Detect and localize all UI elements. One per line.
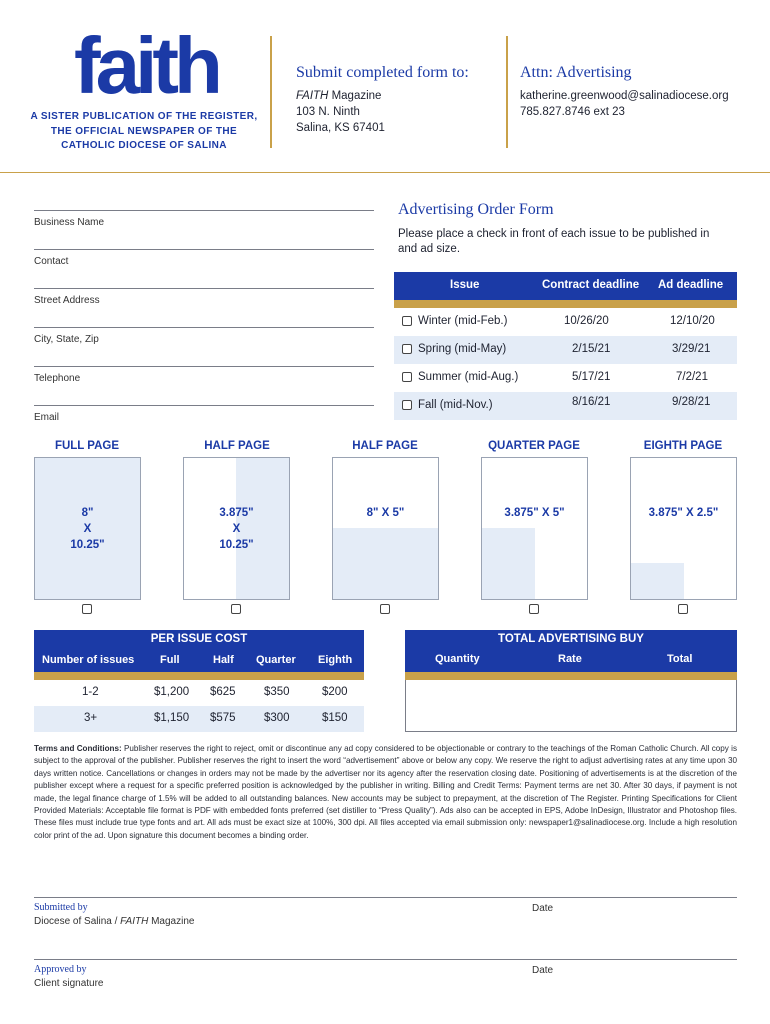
order-form-title: Advertising Order Form	[398, 201, 554, 218]
checkbox-icon	[402, 372, 412, 382]
cost-table-title: PER ISSUE COST	[150, 633, 248, 645]
table-row	[34, 680, 364, 706]
street-address-label: Street Address	[34, 295, 100, 306]
client-signature-label: Client signature	[34, 978, 104, 989]
issue-table-header	[394, 272, 737, 300]
submitted-by-sub	[34, 916, 194, 927]
size-label-eighth: EIGHTH PAGE	[643, 440, 723, 452]
size-checkbox-eighth[interactable]	[678, 604, 688, 614]
submitted-sub-b: FAITH	[120, 916, 149, 927]
cost-col-issues: Number of issues	[42, 654, 135, 666]
quarter-page-fill	[482, 528, 535, 599]
contact-field[interactable]	[34, 249, 374, 277]
contact-label: Contact	[34, 256, 69, 267]
cost-col-quarter: Quarter	[256, 654, 296, 666]
eighth-page-diagram	[630, 457, 737, 600]
size-checkbox-full[interactable]	[82, 604, 92, 614]
dim-line: X	[83, 523, 92, 535]
business-name-label: Business Name	[34, 217, 105, 228]
issue-row	[394, 336, 737, 364]
table-row	[34, 706, 364, 732]
issue-row	[394, 364, 737, 392]
cost-col-half: Half	[213, 654, 234, 666]
business-name-field[interactable]	[34, 210, 374, 238]
total-col-quantity: Quantity	[435, 653, 480, 665]
sister-publication-note: A SISTER PUBLICATION OF THE REGISTER, THE OFFICIAL NEWSPAPER OF THE CATHOLIC DIOCESE OF SALINA	[30, 111, 258, 151]
checkbox-icon	[402, 344, 412, 354]
telephone-label: Telephone	[34, 373, 81, 384]
approved-signature-line[interactable]	[34, 959, 737, 960]
issue-name: Fall (mid-Nov.)	[418, 399, 493, 411]
approved-date-label: Date	[532, 965, 554, 976]
approved-by-label: Approved by	[34, 964, 87, 975]
submitted-sub-a: Diocese of Salina /	[34, 916, 121, 927]
total-table-title: TOTAL ADVERTISING BUY	[498, 633, 644, 645]
size-checkbox-half-vertical[interactable]	[231, 604, 241, 614]
email-label: Email	[34, 412, 60, 423]
submit-magazine-italic: FAITH	[296, 90, 329, 102]
total-table-gold-bar	[405, 672, 737, 680]
issue-row	[394, 392, 737, 420]
cost-cell: $150	[322, 712, 348, 724]
quarter-page-dimensions: 3.875" X 5"	[504, 507, 565, 519]
issue-table-gold-bar	[394, 300, 737, 308]
contract-deadline: 5/17/21	[572, 371, 611, 383]
terms-and-conditions	[34, 743, 737, 842]
cost-cell: 1-2	[82, 686, 99, 698]
submit-magazine-rest: Magazine	[328, 90, 382, 102]
ad-col-header: Ad deadline	[658, 279, 724, 291]
total-col-total: Total	[667, 653, 693, 665]
dim-line: X	[232, 523, 241, 535]
size-label-half-horizontal: HALF PAGE	[352, 440, 418, 452]
quarter-page-diagram	[481, 457, 588, 600]
issue-checkbox-summer[interactable]	[402, 372, 412, 384]
submitted-sub-c: Magazine	[148, 916, 195, 927]
submitted-signature-line[interactable]	[34, 897, 737, 898]
cost-cell: 3+	[84, 712, 98, 724]
header-divider-1	[270, 36, 272, 148]
dim-line: 3.875"	[219, 507, 254, 519]
half-horizontal-dimensions: 8" X 5"	[366, 507, 405, 519]
issue-checkbox-spring[interactable]	[402, 344, 412, 356]
size-label-quarter: QUARTER PAGE	[488, 440, 580, 452]
header-gold-rule	[0, 172, 770, 173]
size-checkbox-quarter[interactable]	[529, 604, 539, 614]
contract-deadline: 10/26/20	[564, 315, 609, 327]
contract-deadline: 2/15/21	[572, 343, 611, 355]
checkbox-icon	[402, 316, 412, 326]
ad-deadline: 9/28/21	[672, 396, 711, 408]
dim-line: 10.25"	[219, 539, 254, 551]
issue-checkbox-winter[interactable]	[402, 316, 412, 328]
submitted-date-label: Date	[532, 903, 554, 914]
cost-cell: $575	[210, 712, 236, 724]
header-divider-2	[506, 36, 508, 148]
terms-body: Publisher reserves the right to reject, omit or discontinue any ad copy considered to be objectionable or contrary to the teachings of the Roman Catholic Church. All copy is subject to the approval of the publisher. Publisher reserves the right to insert the word “advertisement” above or below any copy. We reserve the right to adjust advertising rates at any time upon 30 days written notice. Cancellations or changes in orders may not be made by the advertiser nor its agency after the reservation closing date. Positioning of advertisements is at the discretion of the publisher except where a request for a specific preferred position is acknowledged by the publisher in writing. Billing and Credit Terms: Payment terms are net 30. After 30 days, if payment is not made, the legal finance charge of 1.5% will be added to all outstanding balances. New accounts may be subject to prepayment, at the discretion of The Register. Printing Specifications for Client Provided Materials: Acceptable file format is PDF with embedded fonts preferred (set distiller to “Press Quality”). Ads also can be accepted in EPS, Adobe InDesign, Illustrator and Photoshop files. These files must include true type fonts and art. All ads must be exact size at 100%, 300 dpi. All files accepted via email submission only: newspaper1@salinadiocese.org. Include a high resolution color print of the ad. Upon signature this document becomes a binding order.	[34, 744, 737, 840]
issue-name: Spring (mid-May)	[418, 343, 507, 355]
eighth-page-fill	[631, 563, 684, 599]
ad-deadline: 12/10/20	[670, 315, 715, 327]
city-state-zip-label: City, State, Zip	[34, 334, 99, 345]
cost-cell: $625	[210, 686, 236, 698]
cost-col-eighth: Eighth	[318, 654, 353, 666]
contract-col-header: Contract deadline	[542, 279, 640, 291]
issue-name: Winter (mid-Feb.)	[418, 315, 508, 327]
total-table-header	[405, 630, 737, 672]
cost-cell: $350	[264, 686, 290, 698]
cost-cell: $300	[264, 712, 290, 724]
order-instructions: Please place a check in front of each issue to be published in and ad size.	[398, 228, 710, 255]
cost-table-header	[34, 630, 364, 672]
half-vertical-diagram	[183, 457, 290, 600]
size-label-full: FULL PAGE	[54, 440, 120, 452]
attn-phone: 785.827.8746 ext 23	[520, 106, 625, 118]
city-state-zip-field[interactable]	[34, 327, 374, 355]
submit-title: Submit completed form to:	[296, 64, 469, 81]
eighth-page-dimensions: 3.875" X 2.5"	[648, 507, 719, 519]
issue-checkbox-fall[interactable]	[402, 400, 412, 412]
dim-line: 8"	[81, 507, 94, 519]
cost-col-full: Full	[160, 654, 180, 666]
ad-deadline: 7/2/21	[676, 371, 708, 383]
attn-title: Attn: Advertising	[520, 64, 632, 81]
submit-street: 103 N. Ninth	[296, 106, 360, 118]
issue-row	[394, 308, 737, 336]
cost-table-gold-bar	[34, 672, 364, 680]
size-label-half-vertical: HALF PAGE	[204, 440, 270, 452]
email-field[interactable]	[34, 405, 374, 433]
full-page-diagram	[34, 457, 141, 600]
attn-contact	[520, 88, 729, 120]
issue-name: Summer (mid-Aug.)	[418, 371, 519, 383]
submit-city: Salina, KS 67401	[296, 122, 385, 134]
submit-address	[296, 88, 385, 136]
telephone-field[interactable]	[34, 366, 374, 394]
cost-cell: $1,200	[154, 686, 190, 698]
total-col-rate: Rate	[558, 653, 582, 665]
submitted-by-label: Submitted by	[34, 902, 88, 913]
dim-line: 10.25"	[70, 539, 105, 551]
contract-deadline: 8/16/21	[572, 396, 611, 408]
attn-email[interactable]: katherine.greenwood@salinadiocese.org	[520, 90, 729, 102]
half-horizontal-diagram	[332, 457, 439, 600]
cost-cell: $200	[322, 686, 348, 698]
issue-col-header: Issue	[450, 279, 480, 291]
size-checkbox-half-horizontal[interactable]	[380, 604, 390, 614]
half-horizontal-fill	[333, 528, 438, 599]
total-entry-box[interactable]	[405, 680, 737, 732]
street-address-field[interactable]	[34, 288, 374, 316]
ad-deadline: 3/29/21	[672, 343, 711, 355]
faith-logo: faith	[74, 21, 218, 110]
full-page-dimensions	[35, 505, 140, 553]
checkbox-icon	[402, 400, 412, 410]
cost-cell: $1,150	[154, 712, 190, 724]
half-vertical-dimensions	[184, 505, 289, 553]
terms-label: Terms and Conditions:	[34, 744, 122, 753]
